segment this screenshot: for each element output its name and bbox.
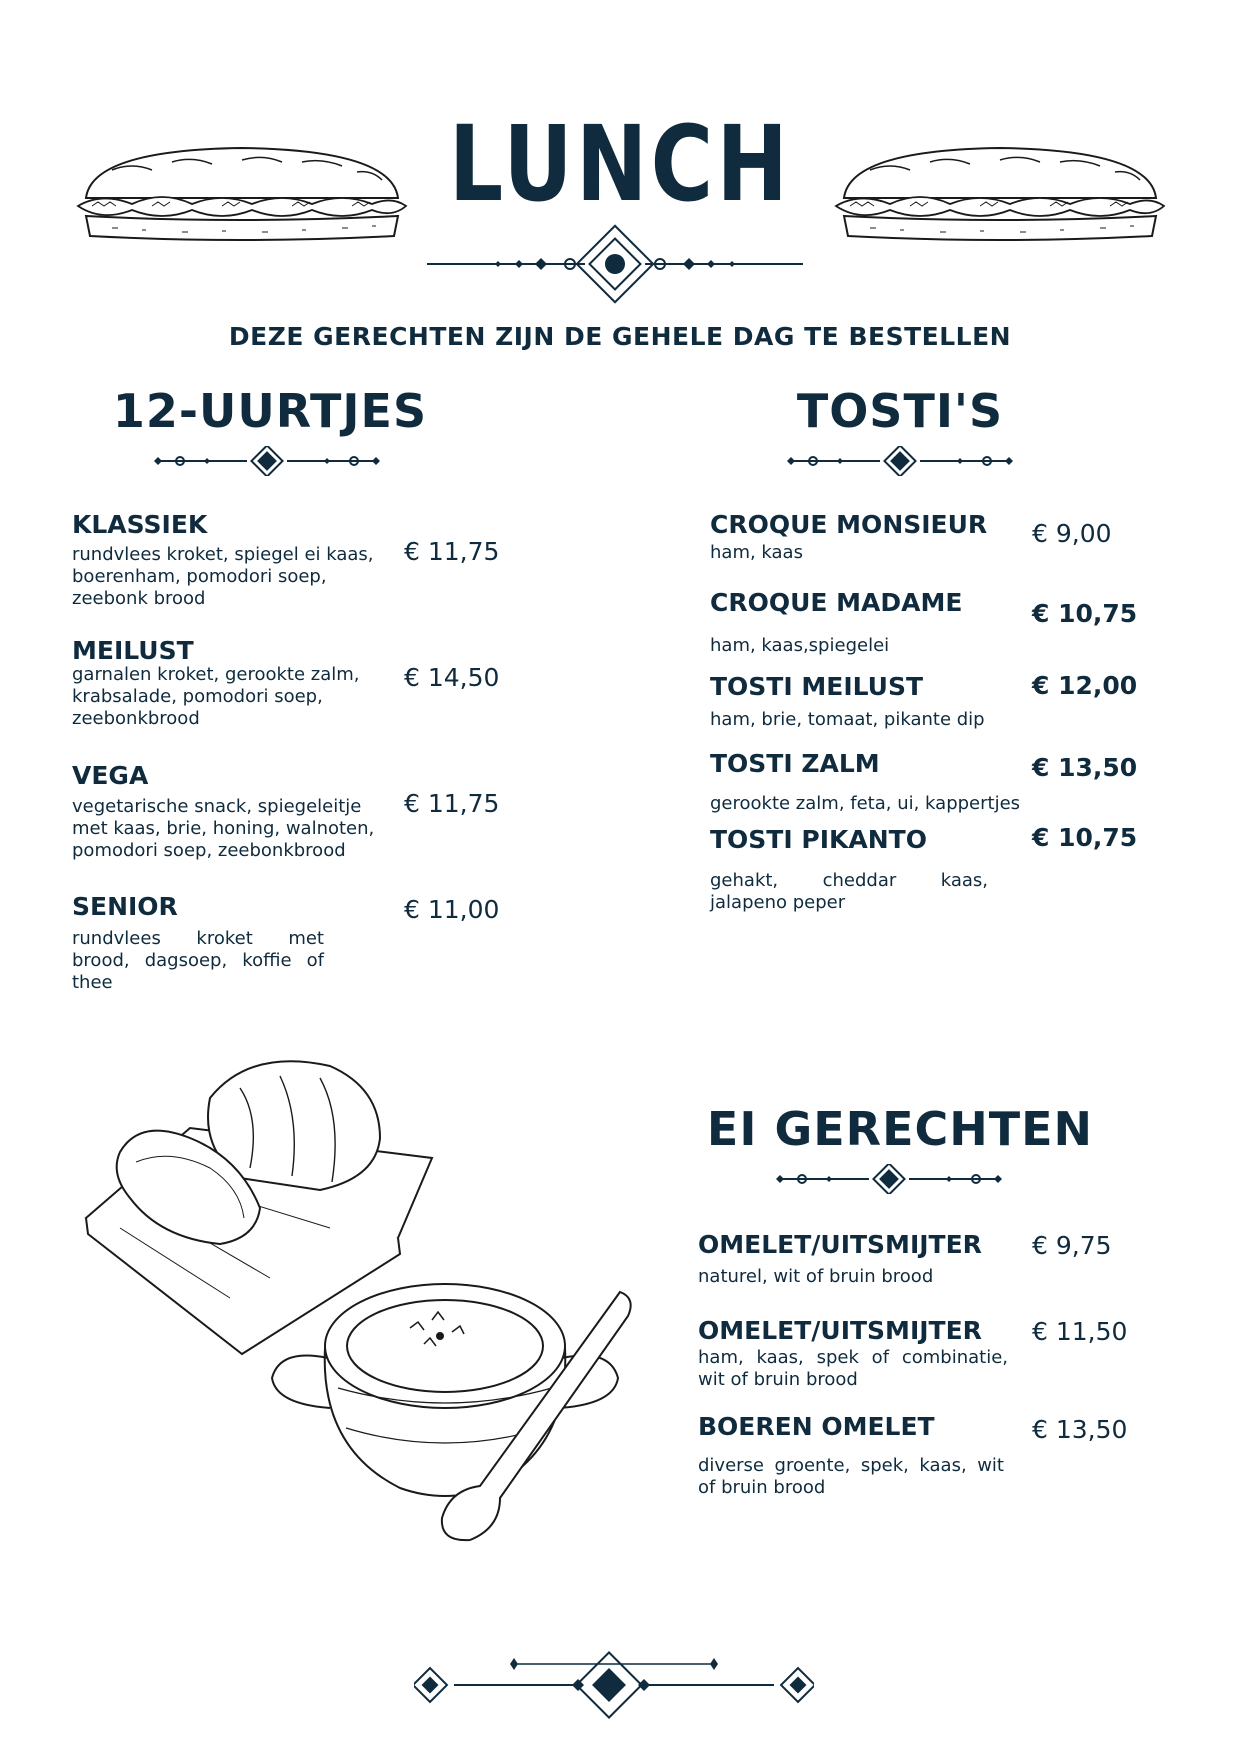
ei-item-omelet-ham-name: OMELET/UITSMIJTER <box>698 1316 982 1345</box>
footer-ornament-divider <box>414 1650 814 1720</box>
bread-and-soup-illustration <box>80 1058 640 1598</box>
ei-item-boeren-omelet-name: BOEREN OMELET <box>698 1412 935 1441</box>
tosti-item-croque-monsieur-desc: ham, kaas <box>710 542 803 563</box>
subtitle: DEZE GERECHTEN ZIJN DE GEHELE DAG TE BESTELLEN <box>228 322 1012 351</box>
uurtjes-item-meilust-price: € 14,50 <box>404 663 500 692</box>
uurtjes-item-klassiek-price: € 11,75 <box>404 537 500 566</box>
section-ornament-ei-gerechten <box>774 1164 1004 1194</box>
ei-item-omelet-ham-desc: ham, kaas, spek of combinatie, wit of bruin brood <box>698 1347 1008 1390</box>
ei-item-boeren-omelet-desc: diverse groente, spek, kaas, wit of bruin brood <box>698 1455 1004 1498</box>
uurtjes-item-vega-desc: vegetarische snack, spiegeleitje met kaas, brie, honing, walnoten, pomodori soep, zeebonkbrood <box>72 796 375 861</box>
section-title-ei-gerechten: EI GERECHTEN <box>706 1102 1094 1156</box>
tosti-item-croque-monsieur-name: CROQUE MONSIEUR <box>710 510 988 539</box>
uurtjes-item-senior-name: SENIOR <box>72 892 178 921</box>
tosti-item-tosti-meilust-name: TOSTI MEILUST <box>710 672 924 701</box>
uurtjes-item-senior-desc: rundvlees kroket met brood, dagsoep, koffie of thee <box>72 928 324 993</box>
tosti-item-tosti-zalm-price: € 13,50 <box>1032 753 1138 782</box>
uurtjes-item-klassiek-desc: rundvlees kroket, spiegel ei kaas, boerenham, pomodori soep, zeebonk brood <box>72 544 374 609</box>
ei-item-boeren-omelet-price: € 13,50 <box>1032 1415 1128 1444</box>
section-title-tostis: TOSTI'S <box>796 384 1004 438</box>
tosti-item-tosti-pikanto-price: € 10,75 <box>1032 823 1138 852</box>
tosti-item-croque-monsieur-price: € 9,00 <box>1032 519 1112 548</box>
tosti-item-tosti-zalm-name: TOSTI ZALM <box>710 749 880 778</box>
tosti-item-tosti-pikanto-desc: gehakt, cheddar kaas, jalapeno peper <box>710 870 988 913</box>
tosti-item-croque-madame-name: CROQUE MADAME <box>710 588 963 617</box>
uurtjes-item-meilust-name: MEILUST <box>72 636 194 665</box>
tosti-item-croque-madame-desc: ham, kaas,spiegelei <box>710 635 890 656</box>
tosti-item-tosti-meilust-price: € 12,00 <box>1032 671 1138 700</box>
ei-item-omelet-desc: naturel, wit of bruin brood <box>698 1266 934 1287</box>
uurtjes-item-klassiek-name: KLASSIEK <box>72 510 208 539</box>
ei-item-omelet-price: € 9,75 <box>1032 1231 1112 1260</box>
tosti-item-tosti-zalm-desc: gerookte zalm, feta, ui, kappertjes <box>710 793 1021 814</box>
uurtjes-item-vega-price: € 11,75 <box>404 789 500 818</box>
tosti-item-tosti-meilust-desc: ham, brie, tomaat, pikante dip <box>710 709 985 730</box>
uurtjes-item-senior-price: € 11,00 <box>404 895 500 924</box>
section-ornament-tostis <box>785 446 1015 476</box>
uurtjes-item-meilust-desc: garnalen kroket, gerookte zalm, krabsalade, pomodori soep, zeebonkbrood <box>72 664 360 729</box>
tosti-item-tosti-pikanto-name: TOSTI PIKANTO <box>710 825 927 854</box>
section-title-uurtjes: 12-UURTJES <box>112 384 428 438</box>
uurtjes-item-vega-name: VEGA <box>72 761 149 790</box>
title-ornament-divider <box>425 218 805 310</box>
ei-item-omelet-ham-price: € 11,50 <box>1032 1317 1128 1346</box>
section-ornament-uurtjes <box>152 446 382 476</box>
ei-item-omelet-name: OMELET/UITSMIJTER <box>698 1230 982 1259</box>
tosti-item-croque-madame-price: € 10,75 <box>1032 599 1138 628</box>
page-title: LUNCH <box>448 103 792 225</box>
